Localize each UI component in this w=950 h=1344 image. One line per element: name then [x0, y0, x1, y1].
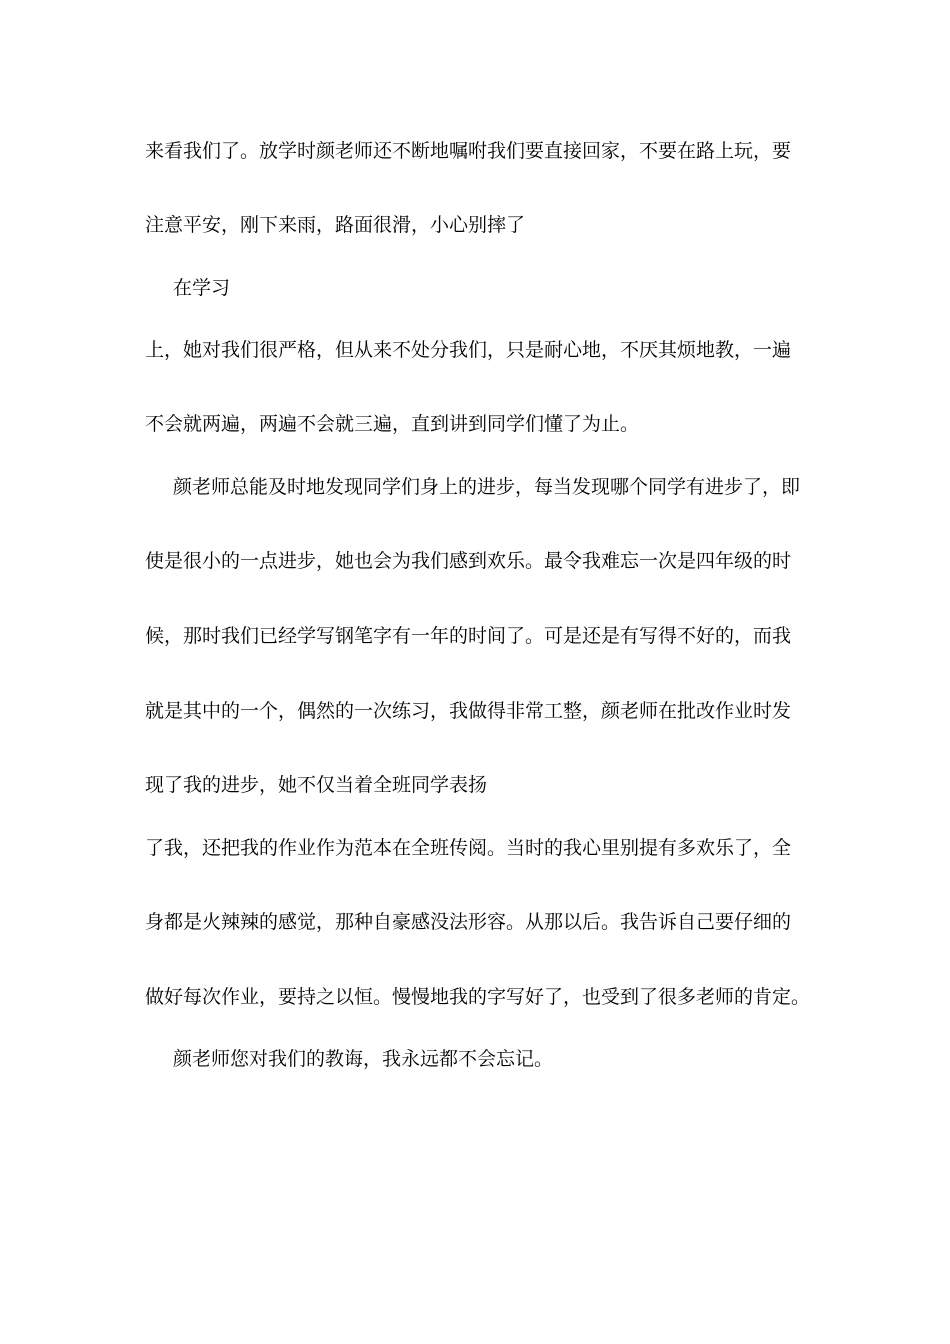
text-line: 做好每次作业，要持之以恒。慢慢地我的字写好了，也受到了很多老师的肯定。: [145, 986, 811, 1008]
text-line: 来看我们了。放学时颜老师还不断地嘱咐我们要直接回家，不要在路上玩，要: [145, 140, 792, 162]
text-line: 身都是火辣辣的感觉，那种自豪感没法形容。从那以后。我告诉自己要仔细的: [145, 911, 792, 933]
text-line: 上，她对我们很严格，但从来不处分我们，只是耐心地，不厌其烦地教，一遍: [145, 339, 792, 361]
text-line: 在学习: [173, 277, 231, 299]
text-line: 候，那时我们已经学写钢笔字有一年的时间了。可是还是有写得不好的，而我: [145, 625, 792, 647]
text-line: 了我，还把我的作业作为范本在全班传阅。当时的我心里别提有多欢乐了，全: [145, 837, 792, 859]
text-line: 不会就两遍，两遍不会就三遍，直到讲到同学们懂了为止。: [145, 413, 640, 435]
text-line: 颜老师您对我们的教诲，我永远都不会忘记。: [173, 1048, 554, 1070]
text-line: 注意平安，刚下来雨，路面很滑，小心别摔了: [145, 214, 526, 236]
text-line: 颜老师总能及时地发现同学们身上的进步，每当发现哪个同学有进步了，即: [173, 476, 801, 498]
text-line: 使是很小的一点进步，她也会为我们感到欢乐。最令我难忘一次是四年级的时: [145, 550, 792, 572]
text-line: 就是其中的一个，偶然的一次练习，我做得非常工整，颜老师在批改作业时发: [145, 700, 792, 722]
text-line: 现了我的进步，她不仅当着全班同学表扬: [145, 774, 488, 796]
